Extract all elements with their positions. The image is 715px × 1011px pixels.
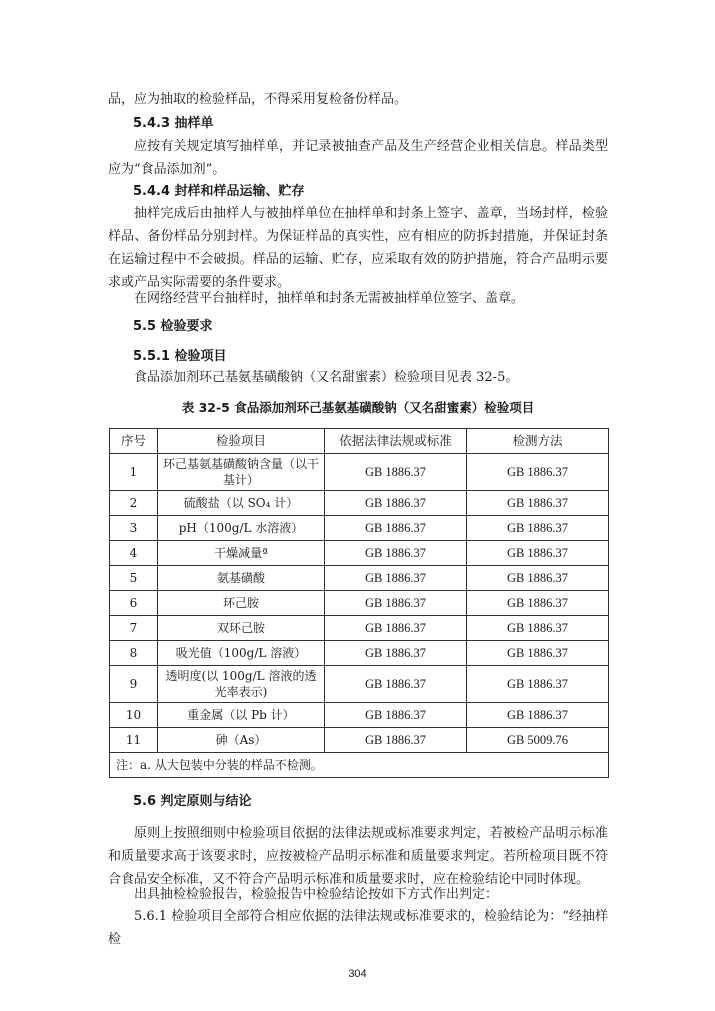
table-header-row	[110, 429, 609, 454]
cell-basis: GB 1886.37	[325, 666, 467, 703]
cell-item: 氨基磺酸	[158, 566, 325, 591]
cell-method: GB 1886.37	[467, 516, 609, 541]
cell-basis: GB 1886.37	[325, 703, 467, 728]
table-row	[110, 703, 609, 728]
cell-method: GB 5009.76	[467, 728, 609, 753]
cell-method: GB 1886.37	[467, 541, 609, 566]
cell-basis: GB 1886.37	[325, 616, 467, 641]
table-row	[110, 666, 609, 703]
cell-item: 干燥减量ª	[158, 541, 325, 566]
table-row	[110, 566, 609, 591]
cell-method: GB 1886.37	[467, 454, 609, 491]
cell-item: 砷（As）	[158, 728, 325, 753]
table-note: 注：a. 从大包装中分装的样品不检测。	[110, 753, 609, 778]
cell-method: GB 1886.37	[467, 616, 609, 641]
paragraph-5-4-4-b: 在网络经营平台抽样时，抽样单和封条无需被抽样单位签字、盖章。	[134, 291, 525, 306]
cell-item: 硫酸盐（以 SO₄ 计）	[158, 491, 325, 516]
inspection-items-table	[109, 428, 609, 778]
header-item: 检验项目	[158, 429, 325, 454]
header-basis: 依据法律法规或标准	[325, 429, 467, 454]
heading-5-5-1: 5.5.1 检验项目	[133, 349, 227, 364]
table-row	[110, 728, 609, 753]
cell-basis: GB 1886.37	[325, 566, 467, 591]
paragraph-5-5-1: 食品添加剂环己基氨基磺酸钠（又名甜蜜素）检验项目见表 32-5。	[134, 370, 519, 385]
cell-no: 4	[110, 541, 158, 566]
cell-item: 双环己胺	[158, 616, 325, 641]
cell-no: 10	[110, 703, 158, 728]
cell-no: 3	[110, 516, 158, 541]
cell-basis: GB 1886.37	[325, 516, 467, 541]
paragraph-5-4-4-a: 抽样完成后由抽样人与被抽样单位在抽样单和封条上签字、盖章，当场封样，检验样品、备份样品分别封样。为保证样品的真实性，应有相应的防拆封措施，并保证封条在运输过程中不会破损。样品的运输、贮存，应采取有效的防护措施，符合产品明示要求或产品实际需要的条件要求。	[108, 206, 608, 290]
cell-basis: GB 1886.37	[325, 591, 467, 616]
paragraph-5-6-a: 原则上按照细则中检验项目依据的法律法规或标准要求判定，若被检产品明示标准和质量要求高于该要求时，应按被检产品明示标准和质量要求判定。若所检项目既不符合食品安全标准，又不符合产品明示标准和质量要求时，应在检验结论中同时体现。	[108, 826, 608, 887]
table-row	[110, 516, 609, 541]
cell-item: 环己基氨基磺酸钠含量（以干基计）	[158, 454, 325, 491]
table-row	[110, 491, 609, 516]
table-row	[110, 616, 609, 641]
heading-5-4-4: 5.4.4 封样和样品运输、贮存	[133, 184, 305, 199]
header-no: 序号	[110, 429, 158, 454]
cell-item: 吸光值（100g/L 溶液）	[158, 641, 325, 666]
paragraph-5-6-1: 5.6.1 检验项目全部符合相应依据的法律法规或标准要求的，检验结论为：“经抽样检	[108, 909, 608, 947]
table-row	[110, 541, 609, 566]
cell-method: GB 1886.37	[467, 703, 609, 728]
cell-basis: GB 1886.37	[325, 454, 467, 491]
cell-no: 2	[110, 491, 158, 516]
paragraph-5-6-b: 出具抽检检验报告，检验报告中检验结论按如下方式作出判定：	[134, 887, 499, 902]
heading-5-5: 5.5 检验要求	[133, 319, 213, 334]
cell-basis: GB 1886.37	[325, 491, 467, 516]
cell-no: 9	[110, 666, 158, 703]
table-note-row	[110, 753, 609, 778]
cell-basis: GB 1886.37	[325, 541, 467, 566]
paragraph-continuation: 品，应为抽取的检验样品，不得采用复检备份样品。	[108, 92, 408, 107]
heading-5-4-3: 5.4.3 抽样单	[133, 116, 214, 131]
cell-no: 8	[110, 641, 158, 666]
cell-method: GB 1886.37	[467, 591, 609, 616]
cell-no: 1	[110, 454, 158, 491]
cell-method: GB 1886.37	[467, 666, 609, 703]
paragraph-5-4-3: 应按有关规定填写抽样单，并记录被抽查产品及生产经营企业相关信息。样品类型应为“食品添加剂”。	[108, 139, 608, 177]
cell-item: 重金属（以 Pb 计）	[158, 703, 325, 728]
cell-item: 透明度(以 100g/L 溶液的透光率表示)	[158, 666, 325, 703]
cell-no: 6	[110, 591, 158, 616]
cell-no: 11	[110, 728, 158, 753]
cell-basis: GB 1886.37	[325, 641, 467, 666]
cell-item: pH（100g/L 水溶液）	[158, 516, 325, 541]
cell-item: 环己胺	[158, 591, 325, 616]
cell-method: GB 1886.37	[467, 566, 609, 591]
table-row	[110, 454, 609, 491]
cell-method: GB 1886.37	[467, 491, 609, 516]
cell-no: 5	[110, 566, 158, 591]
heading-5-6: 5.6 判定原则与结论	[133, 794, 252, 809]
header-method: 检测方法	[467, 429, 609, 454]
table-row	[110, 591, 609, 616]
cell-no: 7	[110, 616, 158, 641]
cell-method: GB 1886.37	[467, 641, 609, 666]
table-row	[110, 641, 609, 666]
table-caption: 表 32-5 食品添加剂环己基氨基磺酸钠（又名甜蜜素）检验项目	[181, 400, 535, 415]
cell-basis: GB 1886.37	[325, 728, 467, 753]
page-number: 304	[348, 968, 367, 980]
